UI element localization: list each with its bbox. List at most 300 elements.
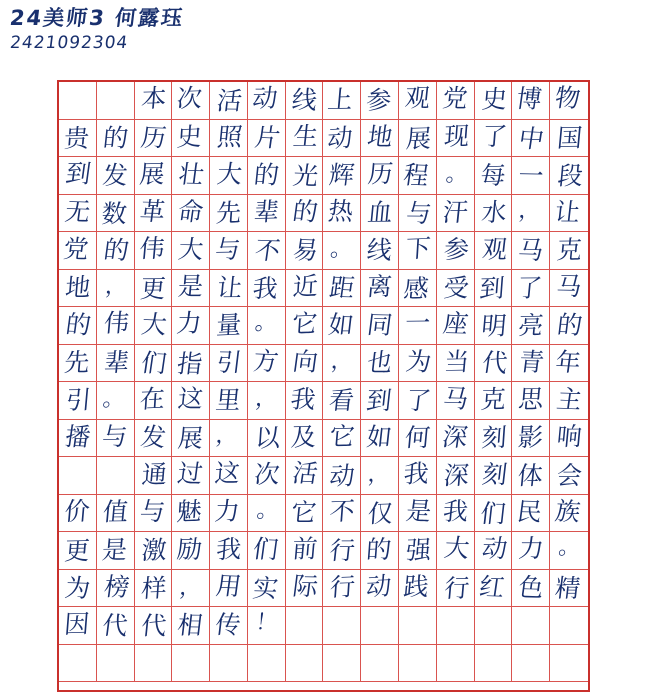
grid-cell (323, 270, 361, 308)
handwritten-character: 为 (404, 346, 434, 377)
handwritten-character: 不 (252, 235, 282, 266)
handwritten-character: 水 (479, 197, 508, 227)
grid-cell (361, 157, 399, 195)
handwritten-character: 传 (213, 610, 243, 640)
grid-cell (135, 532, 173, 570)
grid-cell (361, 532, 399, 570)
handwritten-character: 思 (517, 384, 546, 415)
handwritten-character: 践 (402, 571, 430, 602)
handwritten-character: 刻 (480, 460, 509, 490)
grid-cell (210, 495, 248, 533)
grid-cell (135, 270, 173, 308)
handwritten-character: 引 (215, 347, 244, 377)
grid-cell (59, 232, 97, 270)
grid-cell (550, 495, 588, 533)
grid-cell (512, 195, 550, 233)
grid-cell (475, 607, 513, 645)
grid-cell (512, 607, 550, 645)
handwritten-character: 我 (402, 459, 430, 489)
grid-cell (399, 270, 437, 308)
handwritten-character: 大 (215, 159, 244, 189)
grid-cell (286, 82, 324, 120)
grid-cell (248, 345, 286, 383)
handwritten-character: 实 (250, 573, 280, 603)
handwritten-character: 活 (290, 458, 320, 489)
grid-cell (361, 195, 399, 233)
handwritten-character: 力 (213, 496, 242, 526)
handwritten-character: 动 (327, 122, 354, 153)
grid-cell (210, 232, 248, 270)
handwritten-character: 克 (555, 235, 584, 265)
grid-cell (248, 307, 286, 345)
grid-cell (97, 82, 135, 120)
handwritten-character: 我 (215, 534, 243, 565)
grid-cell (135, 120, 173, 158)
grid-cell (59, 195, 97, 233)
grid-cell (323, 570, 361, 608)
grid-cell (437, 645, 475, 683)
grid-cell (210, 570, 248, 608)
handwritten-character: 党 (440, 83, 470, 114)
grid-cell (323, 345, 361, 383)
handwritten-character: 汗 (441, 197, 470, 227)
grid-cell (437, 82, 475, 120)
handwritten-character: 一 (517, 161, 546, 191)
handwritten-character: 革 (137, 196, 167, 227)
handwritten-character: 体 (516, 461, 545, 491)
handwritten-character: 大 (176, 235, 206, 265)
handwritten-character: 的 (252, 160, 281, 190)
grid-cell (550, 570, 588, 608)
handwritten-character: 血 (366, 197, 395, 228)
grid-cell (475, 382, 513, 420)
grid-cell (399, 570, 437, 608)
grid-cell (399, 495, 437, 533)
handwritten-character: 大 (442, 533, 472, 564)
handwritten-character: 动 (328, 461, 357, 491)
grid-cell (475, 345, 513, 383)
grid-cell (172, 645, 210, 683)
handwritten-character: 近 (291, 271, 319, 302)
handwritten-character: 们 (478, 498, 507, 529)
grid-cell (135, 607, 173, 645)
grid-cell (399, 82, 437, 120)
handwritten-character: 照 (216, 122, 244, 152)
handwritten-character: 如 (365, 422, 394, 452)
grid-cell (361, 120, 399, 158)
grid-cell (210, 382, 248, 420)
grid-cell (361, 82, 399, 120)
handwritten-character: 命 (176, 196, 206, 227)
handwritten-character: 本 (139, 83, 167, 114)
handwritten-character: 物 (553, 83, 583, 114)
grid-cell (286, 157, 324, 195)
handwritten-character: 了 (480, 121, 508, 152)
grid-cell (475, 495, 513, 533)
grid-cell (437, 532, 475, 570)
student-id-line: 2421092304 (8, 33, 130, 54)
grid-cell (286, 270, 324, 308)
handwritten-character: ， (367, 461, 391, 488)
handwritten-character: 地 (64, 272, 92, 303)
handwritten-character: 动 (250, 83, 279, 113)
handwritten-character: 是 (100, 535, 129, 565)
handwritten-character: 数 (100, 198, 128, 229)
grid-cell (135, 157, 173, 195)
handwritten-character: ！ (254, 610, 279, 636)
grid-cell (172, 195, 210, 233)
handwritten-header (10, 4, 390, 55)
grid-cell (512, 495, 550, 533)
grid-cell (97, 420, 135, 458)
grid-cell (135, 495, 173, 533)
handwritten-character: 马 (441, 384, 471, 414)
handwritten-character: 不 (328, 496, 357, 526)
grid-cell (323, 457, 361, 495)
grid-cell (323, 382, 361, 420)
grid-cell (512, 645, 550, 683)
grid-cell (437, 232, 475, 270)
handwritten-character: 的 (290, 196, 320, 227)
grid-cell (323, 82, 361, 120)
handwritten-character: 榜 (102, 571, 132, 602)
grid-cell (399, 345, 437, 383)
handwritten-character: 的 (63, 310, 93, 340)
handwritten-character: 。 (329, 237, 354, 263)
handwritten-character: 次 (176, 83, 204, 114)
handwritten-character: 行 (329, 571, 357, 602)
grid-cell (172, 120, 210, 158)
handwritten-character: 发 (138, 422, 168, 453)
handwritten-character: 际 (290, 571, 320, 601)
handwritten-character: 的 (101, 123, 130, 153)
grid-cell (248, 232, 286, 270)
handwritten-character: 样 (140, 573, 168, 603)
handwritten-character: 大 (139, 309, 169, 340)
grid-cell (399, 307, 437, 345)
handwritten-character: 的 (101, 235, 131, 266)
grid-cell (248, 195, 286, 233)
handwritten-character: ， (178, 575, 204, 601)
handwritten-character: 到 (365, 386, 394, 416)
grid-cell (475, 532, 513, 570)
handwritten-character: 们 (251, 534, 280, 565)
handwritten-character: 色 (517, 572, 546, 603)
grid-cell (59, 457, 97, 495)
grid-cell (172, 495, 210, 533)
grid-cell (437, 157, 475, 195)
grid-cell (59, 645, 97, 683)
handwritten-character: 价 (63, 496, 91, 526)
grid-cell (550, 645, 588, 683)
grid-cell (361, 457, 399, 495)
handwritten-character: 看 (327, 386, 357, 416)
handwritten-character: 先 (63, 347, 91, 377)
grid-cell (286, 457, 324, 495)
grid-cell (59, 120, 97, 158)
handwritten-character: 易 (290, 235, 320, 266)
grid-cell (361, 570, 399, 608)
handwritten-character: 为 (63, 573, 93, 603)
grid-cell (135, 307, 173, 345)
handwritten-character: 辈 (252, 196, 281, 227)
handwritten-character: 段 (556, 161, 585, 191)
handwritten-character: 代 (100, 611, 130, 641)
handwritten-character: 行 (328, 536, 357, 566)
handwritten-character: 辈 (102, 347, 131, 378)
grid-cell (437, 195, 475, 233)
grid-cell (286, 607, 324, 645)
handwritten-character: 展 (405, 123, 433, 154)
grid-cell (97, 382, 135, 420)
grid-cell (97, 645, 135, 683)
grid-cell (323, 195, 361, 233)
handwritten-character: 到 (478, 273, 506, 303)
grid-cell (97, 607, 135, 645)
handwritten-character: 的 (555, 310, 585, 341)
grid-cell (248, 607, 286, 645)
handwritten-character: 年 (553, 347, 583, 377)
grid-cell (361, 420, 399, 458)
grid-cell (135, 645, 173, 683)
grid-cell (210, 645, 248, 683)
handwritten-character: 励 (175, 535, 204, 565)
grid-cell (437, 120, 475, 158)
handwritten-character: 参 (365, 85, 394, 115)
grid-cell (210, 120, 248, 158)
grid-cell (97, 570, 135, 608)
handwritten-character: 观 (480, 235, 509, 265)
grid-cell (475, 570, 513, 608)
grid-cell (399, 645, 437, 683)
grid-cell (210, 532, 248, 570)
grid-cell (286, 382, 324, 420)
grid-cell (59, 420, 97, 458)
grid-cell (550, 232, 588, 270)
handwritten-character: 里 (214, 385, 243, 416)
handwritten-character: 是 (177, 271, 205, 301)
grid-cell (437, 345, 475, 383)
grid-cell (512, 307, 550, 345)
handwritten-character: 观 (403, 83, 432, 113)
handwritten-character: ， (330, 348, 355, 374)
grid-cell (286, 345, 324, 383)
grid-cell (437, 420, 475, 458)
grid-cell (512, 232, 550, 270)
grid-cell (323, 532, 361, 570)
grid-cell (210, 420, 248, 458)
grid-cell (172, 345, 210, 383)
grid-cell (248, 382, 286, 420)
handwritten-character: 伟 (102, 308, 131, 338)
grid-cell (59, 570, 97, 608)
handwritten-character: 让 (215, 273, 244, 303)
grid-cell (286, 232, 324, 270)
grid-cell (399, 420, 437, 458)
grid-cell (512, 382, 550, 420)
grid-cell (97, 307, 135, 345)
handwritten-character: 我 (288, 384, 318, 415)
handwritten-character: 响 (555, 421, 584, 451)
handwritten-character: 及 (289, 421, 317, 452)
handwritten-character: 贵 (63, 123, 91, 153)
grid-cell (475, 120, 513, 158)
grid-cell (59, 307, 97, 345)
grid-cell (475, 457, 513, 495)
grid-cell (210, 345, 248, 383)
grid-cell (437, 270, 475, 308)
handwritten-character: 族 (553, 496, 583, 527)
handwritten-character: 值 (101, 496, 130, 527)
grid-cell (210, 307, 248, 345)
handwritten-character: 史 (480, 84, 508, 115)
grid-cell (475, 195, 513, 233)
grid-cell (97, 457, 135, 495)
grid-cell (361, 232, 399, 270)
grid-cell (210, 82, 248, 120)
handwritten-character: 。 (253, 310, 279, 336)
handwritten-character: 壮 (177, 159, 207, 190)
grid-cell (210, 457, 248, 495)
grid-cell (512, 457, 550, 495)
handwritten-character: 更 (138, 273, 167, 304)
handwritten-character: 仅 (367, 498, 395, 529)
grid-cell (399, 195, 437, 233)
handwritten-character: 民 (515, 496, 545, 527)
grid-cell (172, 532, 210, 570)
handwritten-character: ， (104, 273, 129, 299)
grid-cell (550, 157, 588, 195)
grid-cell (210, 195, 248, 233)
handwritten-character: 如 (327, 310, 356, 340)
grid-cell (135, 382, 173, 420)
grid-cell (172, 570, 210, 608)
grid-cell (286, 420, 324, 458)
handwritten-character: 与 (214, 234, 242, 265)
grid-cell (286, 570, 324, 608)
grid-cell (210, 270, 248, 308)
grid-cell (248, 270, 286, 308)
grid-cell (475, 232, 513, 270)
handwritten-character: 相 (176, 610, 205, 641)
grid-cell (437, 307, 475, 345)
handwritten-character: 引 (64, 385, 93, 415)
grid-cell (286, 645, 324, 683)
grid-cell (323, 157, 361, 195)
grid-cell (135, 195, 173, 233)
grid-cell (550, 420, 588, 458)
grid-cell (172, 420, 210, 458)
handwritten-character: 用 (214, 571, 244, 601)
grid-cell (361, 382, 399, 420)
handwritten-character: 片 (252, 122, 283, 153)
grid-cell (550, 345, 588, 383)
grid-cell (59, 607, 97, 645)
handwritten-character: 马 (554, 271, 584, 301)
handwritten-character: 每 (479, 160, 507, 191)
grid-cell (399, 120, 437, 158)
grid-cell (172, 232, 210, 270)
handwritten-character: 离 (365, 271, 394, 302)
grid-cell (361, 270, 399, 308)
grid-cell (97, 532, 135, 570)
grid-cell (135, 82, 173, 120)
handwritten-character: 会 (555, 461, 584, 491)
handwritten-character: 在 (138, 384, 166, 415)
grid-cell (475, 420, 513, 458)
handwritten-character: 博 (515, 84, 544, 115)
handwritten-character: ， (214, 423, 240, 449)
grid-cell (475, 157, 513, 195)
handwritten-character: 地 (366, 121, 395, 152)
handwritten-character: 它 (328, 421, 357, 452)
grid-cell (248, 645, 286, 683)
grid-cell (323, 232, 361, 270)
grid-cell (550, 457, 588, 495)
handwritten-character: 明 (479, 311, 508, 341)
handwritten-character: 魅 (175, 496, 204, 527)
handwritten-character: 与 (404, 198, 433, 228)
grid-cell (361, 645, 399, 683)
grid-cell (399, 532, 437, 570)
handwritten-character: 前 (290, 534, 319, 564)
handwritten-character: 让 (553, 197, 582, 227)
handwritten-character: ， (254, 386, 280, 413)
grid-cell (512, 270, 550, 308)
grid-cell (512, 345, 550, 383)
grid-cell (323, 420, 361, 458)
grid-cell (323, 307, 361, 345)
handwritten-character: 我 (251, 273, 280, 303)
grid-cell (172, 82, 210, 120)
grid-cell (550, 307, 588, 345)
grid-cell (97, 270, 135, 308)
grid-cell (172, 457, 210, 495)
handwritten-character: 党 (61, 234, 91, 265)
handwritten-character: 青 (517, 347, 547, 377)
handwritten-character: 影 (517, 422, 545, 452)
handwritten-character: 一 (403, 308, 432, 338)
handwritten-character: 了 (515, 273, 544, 303)
handwritten-character: 国 (556, 123, 584, 153)
handwritten-character: 活 (215, 86, 244, 116)
grid-cell (286, 495, 324, 533)
handwritten-character: 发 (101, 161, 130, 191)
grid-cell (361, 345, 399, 383)
handwritten-character: 代 (479, 347, 510, 378)
grid-cell (97, 195, 135, 233)
handwritten-character: 力 (517, 534, 546, 564)
handwritten-character: 过 (176, 459, 205, 489)
grid-writing-sheet (57, 80, 590, 692)
handwritten-character: 上 (326, 85, 355, 115)
handwritten-character: 到 (63, 158, 93, 189)
handwritten-character: 是 (404, 496, 434, 526)
handwritten-character: 受 (442, 273, 471, 303)
grid-cell (97, 345, 135, 383)
handwritten-character: 感 (402, 273, 431, 304)
grid-cell (210, 157, 248, 195)
handwritten-character: 历 (366, 159, 395, 189)
handwritten-character: 距 (327, 272, 357, 303)
grid-cell (512, 570, 550, 608)
grid-cell (59, 345, 97, 383)
grid-cell (59, 82, 97, 120)
handwritten-character: 同 (365, 310, 395, 340)
grid-cell (512, 420, 550, 458)
grid-cell (248, 420, 286, 458)
grid-cell (135, 232, 173, 270)
